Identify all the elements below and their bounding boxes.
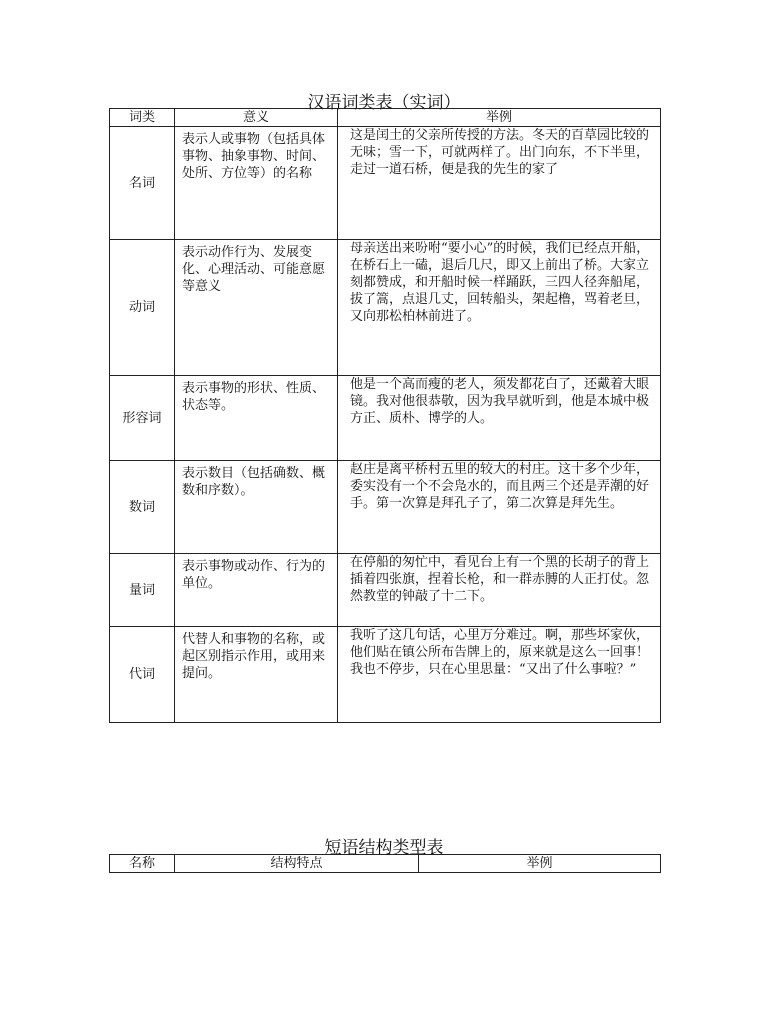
category-cell: 量词 — [110, 554, 175, 627]
category-cell: 名词 — [110, 127, 175, 240]
example-cell: 赵庄是离平桥村五里的较大的村庄。这十多个少年，委实没有一个不会凫水的，而且两三个还是弄潮的好手。第一次算是拜孔子了，第二次算是拜先生。 — [338, 461, 661, 554]
example-cell: 他是一个高而瘦的老人，须发都花白了，还戴着大眼镜。我对他很恭敬，因为我早就听到，他是本城中极方正、质朴、博学的人。 — [338, 376, 661, 461]
example-cell: 这是闰土的父亲所传授的方法。冬天的百草园比较的无味；雪一下，可就两样了。出门向东，不下半里，走过一道石桥，便是我的先生的家了 — [338, 127, 661, 240]
table-header-row — [110, 109, 661, 127]
header-name: 名称 — [110, 855, 175, 873]
meaning-cell: 表示动作行为、发展变化、心理活动、可能意愿等意义 — [175, 240, 338, 376]
example-cell: 我听了这几句话，心里万分难过。啊，那些坏家伙，他们贴在镇公所布告牌上的，原来就是这么一回事！我也不停步，只在心里思量：“又出了什么事啦？” — [338, 627, 661, 723]
table-header-row — [110, 855, 661, 873]
header-example: 举例 — [338, 109, 661, 127]
meaning-cell: 代替人和事物的名称，或起区别指示作用，或用来提问。 — [175, 627, 338, 723]
table-row — [110, 461, 661, 554]
table-row — [110, 554, 661, 627]
category-cell: 动词 — [110, 240, 175, 376]
meaning-cell: 表示数目（包括确数、概数和序数）。 — [175, 461, 338, 554]
header-meaning: 意义 — [175, 109, 338, 127]
table-row — [110, 376, 661, 461]
word-class-table — [109, 108, 661, 723]
category-cell: 代词 — [110, 627, 175, 723]
header-structure: 结构特点 — [175, 855, 419, 873]
meaning-cell: 表示人或事物（包括具体事物、抽象事物、时间、处所、方位等）的名称 — [175, 127, 338, 240]
example-cell: 在停船的匆忙中，看见台上有一个黑的长胡子的背上插着四张旗，捏着长枪，和一群赤膊的人正打仗。忽然教堂的钟敲了十二下。 — [338, 554, 661, 627]
example-cell: 母亲送出来吩咐“要小心”的时候，我们已经点开船，在桥石上一磕，退后几尺，即又上前出了桥。大家立刻都赞成，和开船时候一样踊跃，三四人径奔船尾，拔了篙，点退几丈，回转船头，架起橹，骂着老旦，又向那松柏林前进了。 — [338, 240, 661, 376]
table-row — [110, 627, 661, 723]
meaning-cell: 表示事物或动作、行为的单位。 — [175, 554, 338, 627]
table-row — [110, 127, 661, 240]
category-cell: 数词 — [110, 461, 175, 554]
header-category: 词类 — [110, 109, 175, 127]
header-example: 举例 — [419, 855, 661, 873]
table2-title: 短语结构类型表 — [324, 838, 444, 858]
meaning-cell: 表示事物的形状、性质、状态等。 — [175, 376, 338, 461]
table1-title: 汉语词类表（实词） — [307, 93, 461, 113]
table-row — [110, 240, 661, 376]
phrase-structure-table — [109, 854, 661, 873]
category-cell: 形容词 — [110, 376, 175, 461]
